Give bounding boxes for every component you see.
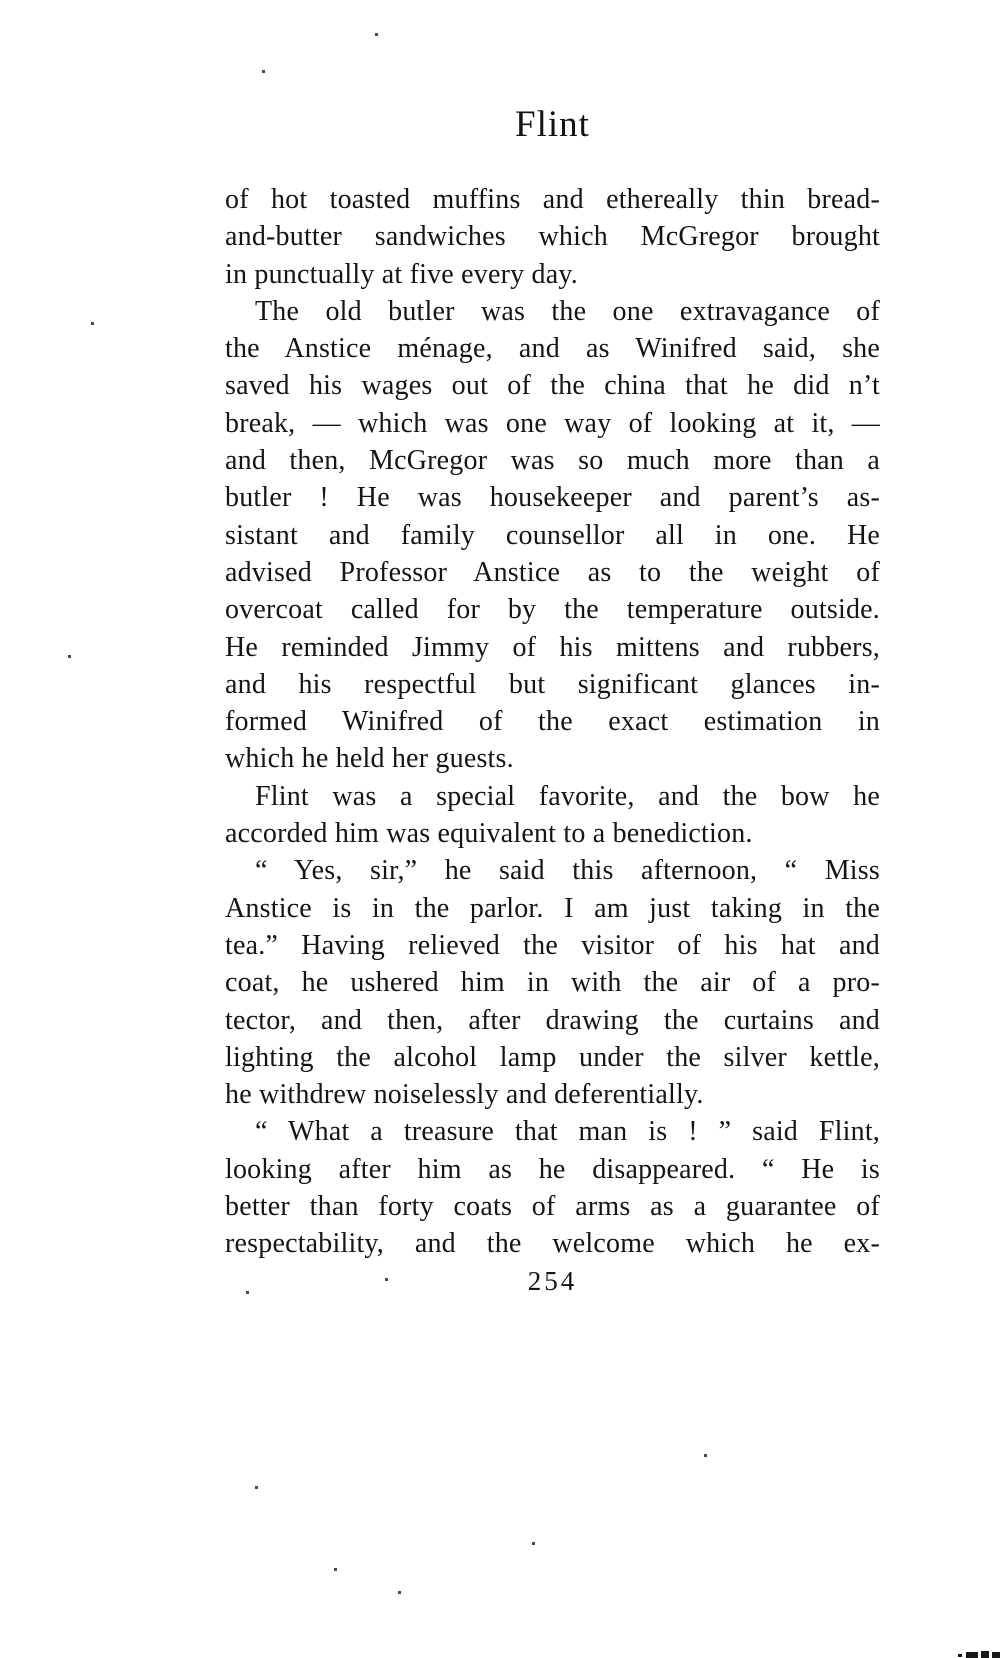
text-line: looking after him as he disappeared. “ He is xyxy=(225,1153,880,1185)
text-line: in punctually at five every day. xyxy=(225,258,578,290)
text-line: The old butler was the one extravagance of xyxy=(255,295,880,327)
scan-speckle xyxy=(398,1591,401,1594)
text-line: and his respectful but significant glances in- xyxy=(225,668,880,700)
scan-speckle xyxy=(385,1278,388,1281)
paragraph xyxy=(225,181,880,293)
text-line: and then, McGregor was so much more than a xyxy=(225,445,880,477)
text-line: the Anstice ménage, and as Winifred said, she xyxy=(225,333,880,365)
paragraph xyxy=(225,778,880,853)
paragraph xyxy=(225,852,880,1113)
text-line: tea.” Having relieved the visitor of his hat and xyxy=(225,929,880,961)
text-line: tector, and then, after drawing the curtains and xyxy=(225,1004,880,1036)
text-line: break, — which was one way of looking at it, — xyxy=(225,407,880,439)
text-line: Anstice is in the parlor. I am just taking in the xyxy=(225,892,880,924)
text-line: advised Professor Anstice as to the weight of xyxy=(225,556,880,588)
text-line: lighting the alcohol lamp under the silver kettle, xyxy=(225,1041,880,1073)
text-line: saved his wages out of the china that he did n’t xyxy=(225,370,880,402)
scan-speckle xyxy=(262,70,265,73)
text-line: coat, he ushered him in with the air of a pro- xyxy=(225,967,880,999)
scan-speckle xyxy=(375,33,378,36)
scan-speckle xyxy=(704,1454,707,1457)
text-line: he withdrew noiselessly and deferentially. xyxy=(225,1079,704,1111)
scan-speckle xyxy=(246,1291,249,1294)
text-line: and-butter sandwiches which McGregor brought xyxy=(225,221,880,253)
text-line: overcoat called for by the temperature outside. xyxy=(225,594,880,626)
scan-speckle xyxy=(334,1568,337,1571)
page-number: 254 xyxy=(527,1266,578,1296)
text-line: “ Yes, sir,” he said this afternoon, “ Miss xyxy=(255,855,880,887)
text-line: better than forty coats of arms as a guarantee of xyxy=(225,1191,880,1223)
text-line: He reminded Jimmy of his mittens and rubbers, xyxy=(225,631,880,663)
paragraph xyxy=(225,1113,880,1262)
text-line: sistant and family counsellor all in one. He xyxy=(225,519,880,551)
scan-speckle xyxy=(68,655,71,658)
text-block xyxy=(225,181,880,1263)
page-header: Flint xyxy=(515,104,590,145)
text-line: respectability, and the welcome which he ex- xyxy=(225,1228,880,1260)
text-line: which he held her guests. xyxy=(225,743,514,775)
scan-speckle xyxy=(91,322,94,325)
text-line: formed Winifred of the exact estimation in xyxy=(225,706,880,738)
scan-speckle xyxy=(255,1486,258,1489)
paragraph xyxy=(225,293,880,778)
text-line: accorded him was equivalent to a benediction. xyxy=(225,818,753,850)
text-line: “ What a treasure that man is ! ” said Flint, xyxy=(255,1116,880,1148)
page-edge-artifact xyxy=(956,1648,1000,1658)
text-line: butler ! He was housekeeper and parent’s as- xyxy=(225,482,880,514)
text-line: Flint was a special favorite, and the bow he xyxy=(255,780,880,812)
scan-speckle xyxy=(532,1542,535,1545)
text-line: of hot toasted muffins and ethereally thin bread- xyxy=(225,184,880,215)
